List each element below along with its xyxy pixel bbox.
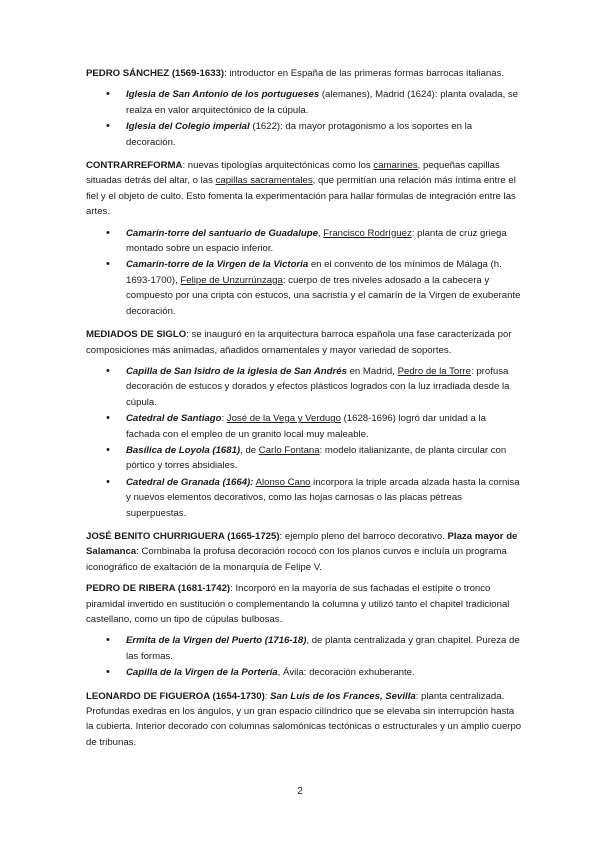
document-page	[86, 66, 522, 756]
list-item: • Capilla de la Virgen de la Portería, Ávila: decoración exhuberante.	[86, 665, 522, 680]
list-item: • Catedral de Granada (1664): Alonso Cano incorpora la triple arcada alzada hasta la cornisa y nuevos elementos decorativos, como las hojas carnosas o las placas pétreas superpuestas.	[86, 475, 522, 521]
list-item: • Camarín-torre del santuario de Guadalupe, Francisco Rodríguez: planta de cruz griega montado sobre un espacio inferior.	[86, 226, 522, 257]
link-francisco-rodriguez[interactable]: Francisco Rodríguez	[323, 227, 412, 239]
paragraph-pedro-de-ribera: PEDRO DE RIBERA (1681-1742): Incorporó en la mayoría de sus fachadas el estípite o tronco piramidal invertido en sustitución o complementando la columna y utilizó tanto el chapitel tradicional castellano, como un tipo de cúpulas bulbosas.	[86, 583, 510, 625]
paragraph-pedro-sanchez: PEDRO SÁNCHEZ (1569-1633): introductor en España de las primeras formas barrocas italianas.	[86, 68, 505, 79]
heading-pedro-sanchez: PEDRO SÁNCHEZ (1569-1633)	[86, 68, 225, 79]
heading-churriguera: JOSÉ BENITO CHURRIGUERA (1665-1725)	[86, 530, 280, 542]
link-capillas-sacramentales[interactable]: capillas sacramentales	[215, 175, 313, 187]
list-item: • Ermita de la Virgen del Puerto (1716-18), de planta centralizada y gran chapitel. Pureza de las formas.	[86, 633, 522, 664]
link-felipe-unzurrunzaga[interactable]: Felipe de Unzurrúnzaga	[180, 274, 283, 286]
heading-contrarreforma: CONTRARREFORMA	[86, 160, 183, 172]
link-jose-de-la-vega[interactable]: José de la Vega y Verdugo	[226, 413, 341, 425]
list-pedro-de-ribera	[86, 633, 522, 680]
list-item: • Camarín-torre de la Virgen de la Victoria en el convento de los mínimos de Málaga (h. 1693-1700), Felipe de Unzurrúnzaga: cuerpo de tres niveles adosado a la cabecera y compuesto por una cripta con estucos, una sacristía y el camarín de la Virgen de exuberante decoración.	[86, 257, 522, 319]
list-item: • Iglesia del Colegio imperial (1622): da mayor protagonismo a los soportes en la decoración.	[86, 119, 522, 150]
paragraph-churriguera: JOSÉ BENITO CHURRIGUERA (1665-1725): ejemplo pleno del barroco decorativo. Plaza mayor de Salamanca: Combinaba la profusa decoración rococó con los planos curvos e incluía un programa iconográfico de exaltación de la monarquía de Felipe V.	[86, 530, 518, 573]
list-pedro-sanchez	[86, 87, 522, 150]
link-carlo-fontana[interactable]: Carlo Fontana	[258, 444, 320, 456]
link-alonso-cano[interactable]: Alonso Cano	[255, 476, 311, 488]
list-item: • Capilla de San Isidro de la iglesia de San Andrés en Madrid, Pedro de la Torre: profusa decoración de estucos y dorados y efectos plásticos logrados con la luz irradiada desde la cúpula.	[86, 364, 522, 410]
paragraph-contrarreforma: CONTRARREFORMA: nuevas tipologías arquitectónicas como los camarines, pequeñas capillas situadas detrás del altar, o las capillas sacramentales, que permitían una relación más íntima entre el fiel y el objeto de culto. Esto fomenta la experimentación para hallar fórmulas de integración entre las artes.	[86, 160, 516, 218]
list-contrarreforma	[86, 226, 522, 319]
list-mediados-siglo	[86, 364, 522, 521]
paragraph-mediados-siglo: MEDIADOS DE SIGLO: se inauguró en la arquitectura barroca española una fase caracterizada por composiciones más animadas, añadidos ornamentales y mayor variedad de soportes.	[86, 329, 512, 356]
link-pedro-de-la-torre[interactable]: Pedro de la Torre	[397, 365, 471, 377]
heading-pedro-de-ribera: PEDRO DE RIBERA (1681-1742)	[86, 583, 231, 595]
page-number: 2	[297, 786, 303, 797]
heading-mediados-siglo: MEDIADOS DE SIGLO	[86, 329, 187, 341]
heading-figueroa: LEONARDO DE FIGUEROA (1654-1730)	[86, 690, 265, 702]
link-camarines[interactable]: camarines	[373, 160, 418, 172]
list-item: • Basílica de Loyola (1681), de Carlo Fontana: modelo italianizante, de planta circular con pórtico y torres absidiales.	[86, 443, 522, 474]
paragraph-figueroa: LEONARDO DE FIGUEROA (1654-1730): San Luis de los Frances, Sevilla: planta centralizada. Profundas exedras en los ángulos, y un gran espacio cilíndrico que se elevaba sin interrupción hasta la cubierta. Interior decorado con columnas salomónicas tectónicas o estructurales y un amplio cuerpo de tribunas.	[86, 690, 522, 748]
list-item: • Iglesia de San Antonio de los portugueses (alemanes), Madrid (1624): planta ovalada, se realza en valor arquitectónico de la cúpula.	[86, 87, 522, 118]
list-item: • Catedral de Santiago: José de la Vega y Verdugo (1628-1696) logró dar unidad a la fachada con el empleo de un granito local muy maleable.	[86, 411, 522, 442]
